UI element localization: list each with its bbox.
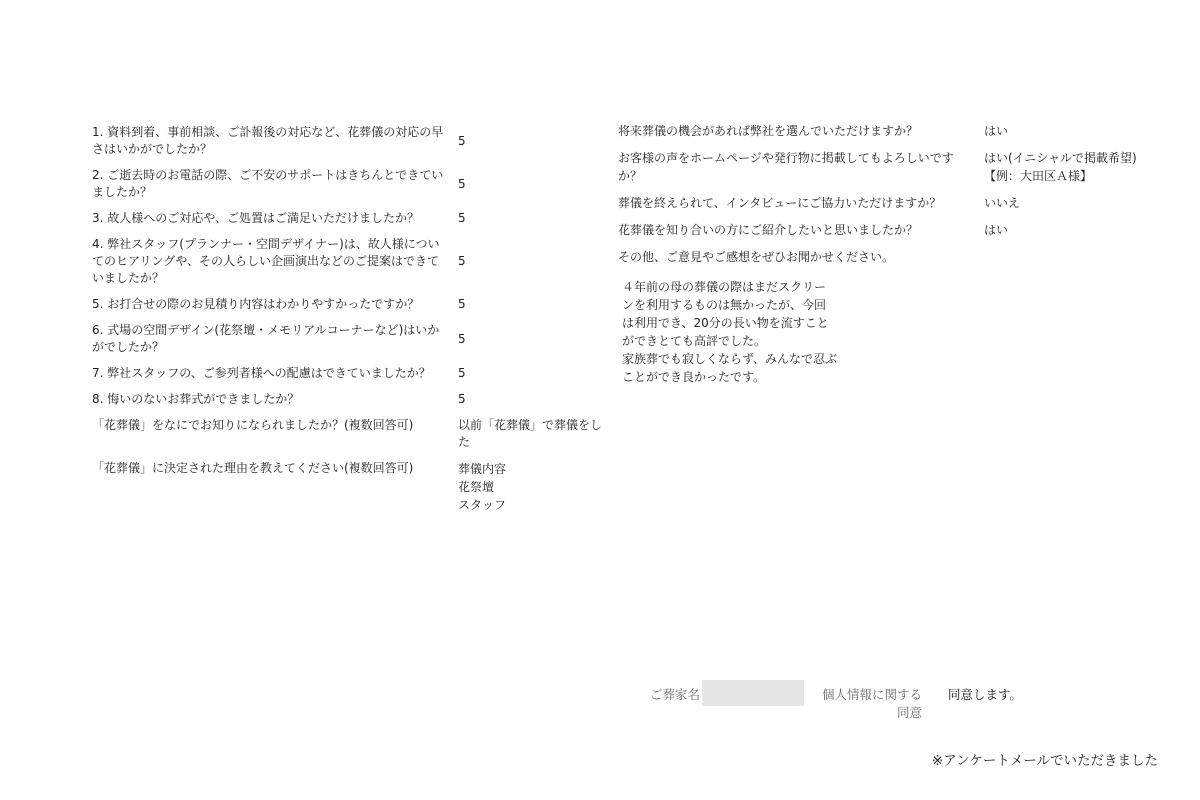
survey-right-column — [618, 122, 1178, 386]
rating-value: 5 — [458, 254, 466, 268]
comment-line: 家族葬でも寂しくならず、みんなで忍ぶ — [622, 352, 838, 366]
question-text: 葬儀を終えられて、インタビューにご協力いただけますか？ — [618, 196, 942, 210]
question-text: 「花葬儀」に決定された理由を教えてください(複数回答可) — [92, 461, 414, 475]
rating-value: 5 — [458, 211, 466, 225]
answer-text: はい — [984, 223, 1009, 237]
question-row-7 — [92, 365, 612, 382]
question-row-publish — [618, 149, 1178, 185]
rating-value: 5 — [458, 297, 466, 311]
question-row-future — [618, 122, 1178, 140]
survey-left-column — [92, 124, 612, 523]
privacy-consent-value: 同意します。 — [948, 687, 1023, 702]
rating-value: 5 — [458, 331, 466, 346]
comment-text — [622, 278, 842, 386]
comment-line: ができとても高評でした。 — [622, 334, 767, 348]
question-row-8 — [92, 391, 612, 408]
family-name-field[interactable] — [702, 680, 804, 706]
comment-line: ４年前の母の葬儀の際はまだスクリー — [622, 280, 827, 294]
question-row-4 — [92, 236, 612, 287]
question-text: 5. お打合せの際のお見積り内容はわかりやすかったですか？ — [92, 297, 420, 311]
answer-item: 花祭壇 — [458, 480, 495, 494]
question-text: 将来葬儀の機会があれば弊社を選んでいただけますか？ — [618, 124, 919, 138]
family-name-label: ご葬家名 — [650, 687, 701, 702]
answer-item: 葬儀内容 — [458, 462, 507, 476]
answer-list — [458, 460, 612, 514]
answer-item: スタッフ — [458, 498, 507, 512]
privacy-label-line: 個人情報に関する — [822, 687, 923, 702]
question-row-2 — [92, 167, 612, 201]
question-row-6 — [92, 322, 612, 356]
rating-value: 5 — [458, 392, 466, 406]
question-row-interview — [618, 194, 1178, 212]
question-text: 6. 式場の空間デザイン(花祭壇・メモリアルコーナーなど)はいかがでしたか？ — [92, 323, 440, 354]
rating-value: 5 — [458, 176, 466, 191]
question-text: 1. 資料到着、事前相談、ご訃報後の対応など、花葬儀の対応の早さはいかがでしたか？ — [92, 125, 444, 156]
rating-value: 5 — [458, 133, 466, 148]
question-row-5 — [92, 296, 612, 313]
question-text: お客様の声をホームページや発行物に掲載してもよろしいですか？ — [618, 151, 954, 183]
comment-line: ンを利用するものは無かったが、今回 — [622, 298, 827, 312]
reason-row — [92, 460, 612, 514]
other-comments-question: その他、ご意見やご感想をぜひお聞かせください。 — [618, 250, 895, 264]
answer-text: はい — [984, 124, 1009, 138]
question-row-1 — [92, 124, 612, 158]
rating-value: 5 — [458, 366, 466, 380]
comment-line: は利用でき、20分の長い物を流すこと — [622, 316, 829, 330]
footer-form — [650, 680, 1022, 722]
question-row-3 — [92, 210, 612, 227]
question-row-referral — [618, 221, 1178, 239]
comment-line: ことができ良かったです。 — [622, 370, 766, 384]
question-text: 花葬儀を知り合いの方にご紹介したいと思いましたか？ — [618, 223, 919, 237]
how-known-row — [92, 417, 612, 451]
answer-example: 【例：大田区Ａ様】 — [984, 169, 1093, 183]
question-text: 「花葬儀」をなにでお知りになられましたか？(複数回答可) — [92, 418, 414, 432]
question-text: 3. 故人様へのご対応や、ご処置はご満足いただけましたか？ — [92, 211, 420, 225]
source-note: ※アンケートメールでいただきました — [931, 753, 1158, 769]
question-text: 8. 悔いのないお葬式ができましたか？ — [92, 392, 300, 406]
question-text: 2. ご逝去時のお電話の際、ご不安のサポートはきちんとできていましたか？ — [92, 168, 444, 199]
question-text: 4. 弊社スタッフ(プランナー・空間デザイナー)は、故人様についてのヒアリングや、その人らしい企画演出などのご提案はできていましたか？ — [92, 237, 440, 285]
question-text: 7. 弊社スタッフの、ご参列者様への配慮はできていましたか？ — [92, 366, 431, 380]
answer-text: 以前「花葬儀」で葬儀をした — [458, 418, 603, 449]
answer-text: いいえ — [984, 196, 1021, 210]
privacy-consent-label — [816, 686, 922, 722]
privacy-label-line: 同意 — [897, 705, 923, 720]
answer-text — [984, 149, 1137, 185]
answer-line: はい(イニシャルで掲載希望) — [984, 151, 1137, 165]
